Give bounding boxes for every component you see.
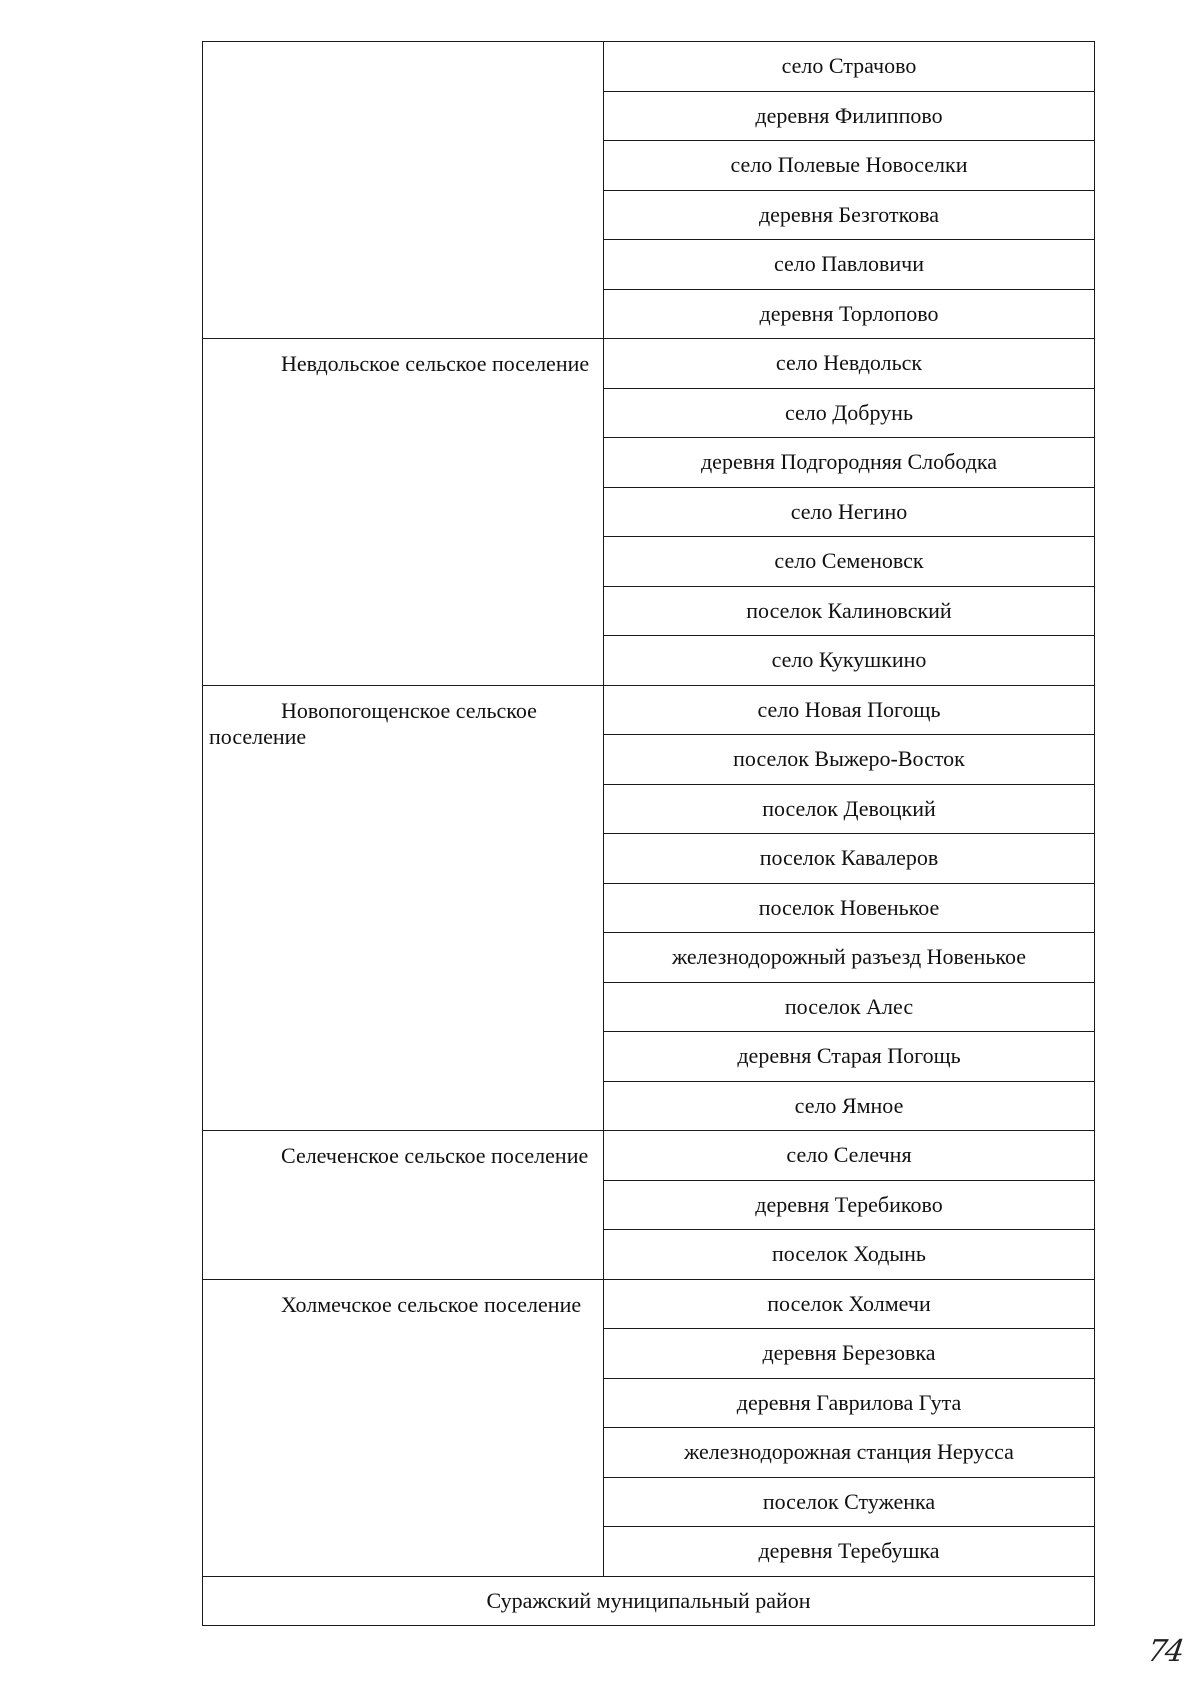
page-number: 74 — [1145, 1634, 1185, 1669]
table-row — [203, 685, 1095, 735]
settlement-cell: село Семеновск — [604, 537, 1095, 587]
table-row — [203, 42, 1095, 92]
settlement-cell: село Полевые Новоселки — [604, 141, 1095, 191]
table-row — [203, 1279, 1095, 1329]
settlement-cell: поселок Новенькое — [604, 883, 1095, 933]
settlement-cell: село Кукушкино — [604, 636, 1095, 686]
settlement-cell: село Селечня — [604, 1131, 1095, 1181]
settlement-cell: поселок Холмечи — [604, 1279, 1095, 1329]
settlement-cell: поселок Кавалеров — [604, 834, 1095, 884]
municipality-cell — [203, 1131, 604, 1280]
settlement-cell: деревня Березовка — [604, 1329, 1095, 1379]
settlement-cell: деревня Филиппово — [604, 91, 1095, 141]
table-row — [203, 1131, 1095, 1181]
municipality-name: Новопогощенское сельское поселение — [209, 697, 537, 749]
settlement-cell: деревня Гаврилова Гута — [604, 1378, 1095, 1428]
settlement-cell: железнодорожный разъезд Новенькое — [604, 933, 1095, 983]
settlement-cell: деревня Теребушка — [604, 1527, 1095, 1577]
settlement-cell: деревня Безготкова — [604, 190, 1095, 240]
settlement-cell: поселок Алес — [604, 982, 1095, 1032]
settlement-cell: деревня Торлопово — [604, 289, 1095, 339]
settlement-cell: поселок Калиновский — [604, 586, 1095, 636]
footer-row — [203, 1576, 1095, 1625]
municipality-cell — [203, 1279, 604, 1576]
settlement-cell: деревня Подгородняя Слободка — [604, 438, 1095, 488]
settlement-cell: поселок Стуженка — [604, 1477, 1095, 1527]
settlement-cell: деревня Теребиково — [604, 1180, 1095, 1230]
municipality-cell — [203, 339, 604, 686]
settlement-cell: поселок Ходынь — [604, 1230, 1095, 1280]
municipality-cell — [203, 42, 604, 339]
settlements-table — [202, 41, 1095, 1626]
settlement-cell: село Негино — [604, 487, 1095, 537]
settlement-cell: село Невдольск — [604, 339, 1095, 389]
municipality-name: Селеченское сельское поселение — [281, 1143, 589, 1168]
settlement-cell: село Добрунь — [604, 388, 1095, 438]
settlement-cell: поселок Девоцкий — [604, 784, 1095, 834]
table-body — [203, 42, 1095, 1626]
settlement-cell: село Страчово — [604, 42, 1095, 92]
table-row — [203, 339, 1095, 389]
municipality-cell — [203, 685, 604, 1131]
settlement-cell: деревня Старая Погощь — [604, 1032, 1095, 1082]
settlement-cell: поселок Выжеро-Восток — [604, 735, 1095, 785]
settlement-cell: железнодорожная станция Нерусса — [604, 1428, 1095, 1478]
municipality-name: Холмечское сельское поселение — [281, 1291, 582, 1317]
settlement-cell: село Павловичи — [604, 240, 1095, 290]
municipality-name: Невдольское сельское поселение — [281, 351, 590, 376]
district-name: Суражский муниципальный район — [203, 1576, 1095, 1625]
settlement-cell: село Новая Погощь — [604, 685, 1095, 735]
settlement-cell: село Ямное — [604, 1081, 1095, 1131]
